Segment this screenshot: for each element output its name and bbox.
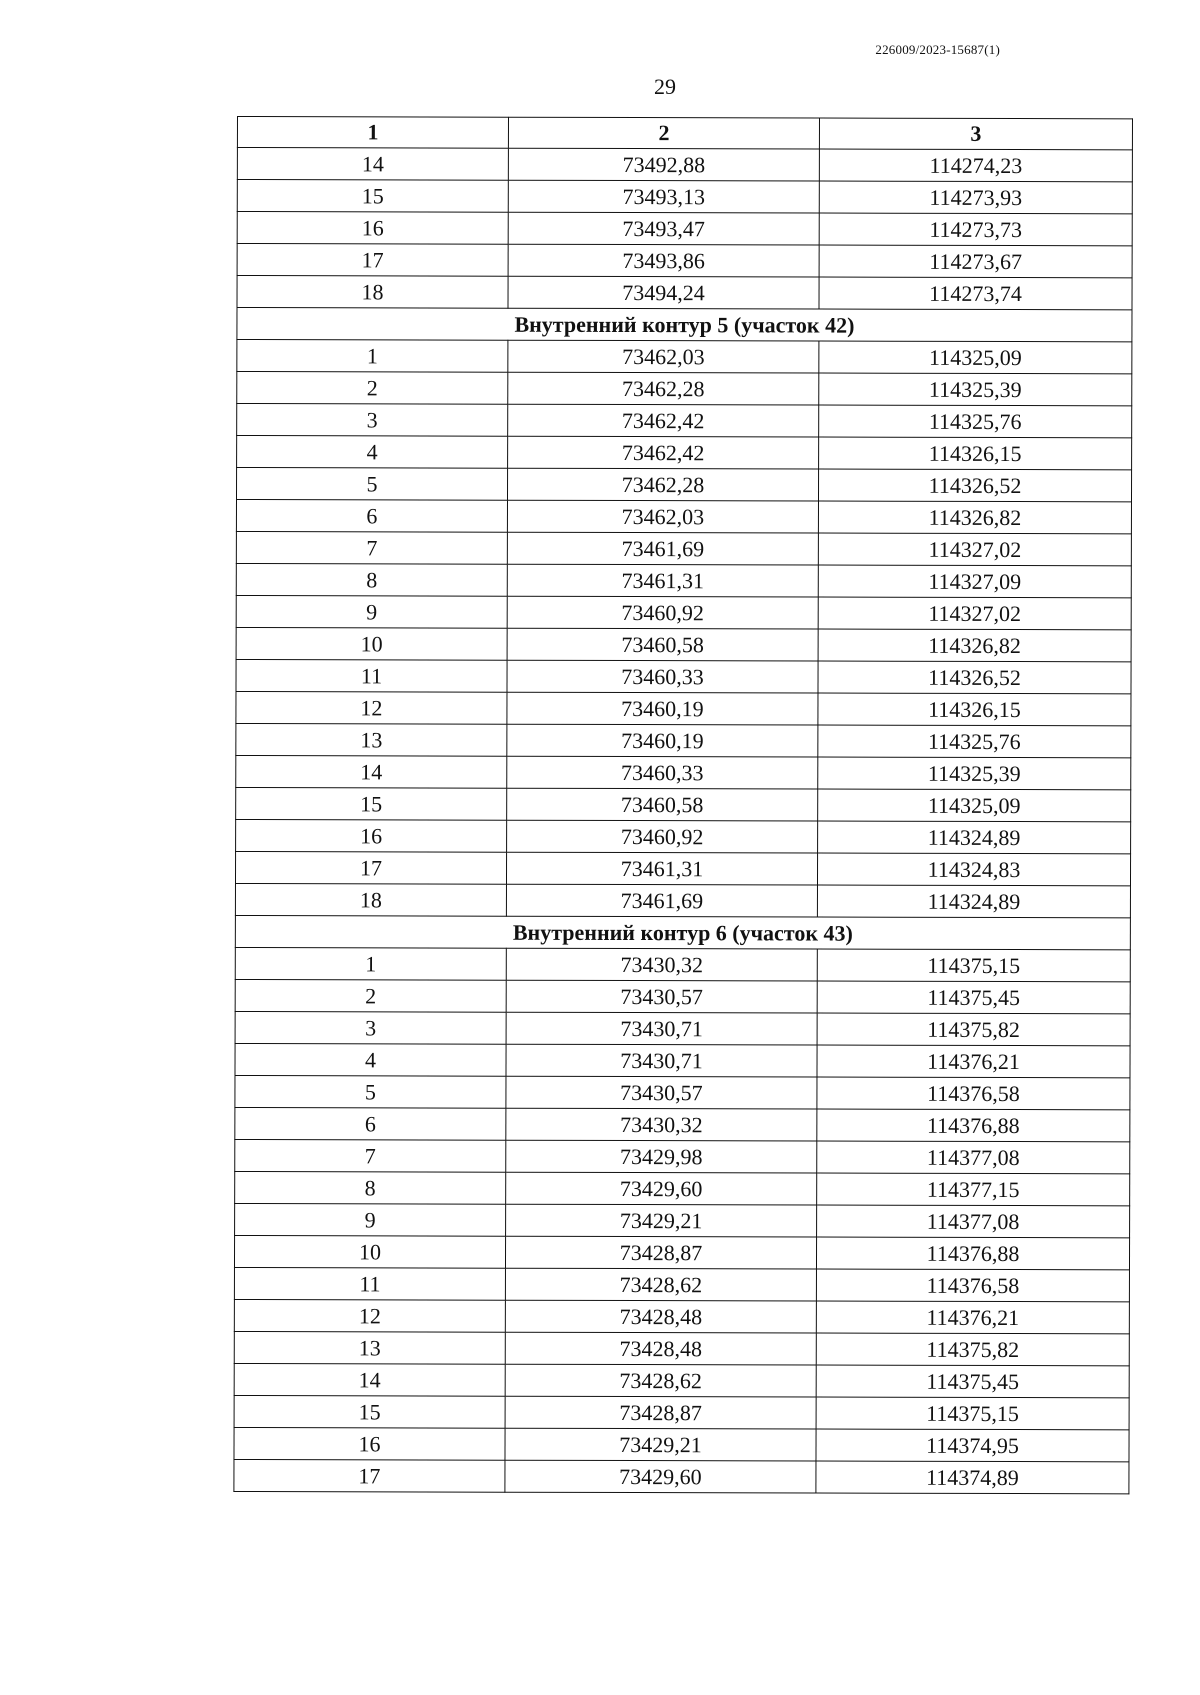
y-coordinate-cell: 114325,76 — [818, 725, 1131, 758]
section-title-row — [235, 915, 1130, 949]
table-row — [234, 1395, 1129, 1429]
x-coordinate-cell: 73462,42 — [508, 436, 819, 469]
table-row — [234, 1331, 1129, 1365]
table-row — [235, 947, 1130, 981]
point-number-cell: 15 — [236, 787, 507, 820]
x-coordinate-cell: 73430,32 — [506, 948, 817, 981]
x-coordinate-cell: 73429,21 — [505, 1428, 816, 1461]
column-header: 3 — [819, 118, 1132, 150]
table-row — [235, 1075, 1130, 1109]
y-coordinate-cell: 114274,23 — [819, 149, 1132, 182]
x-coordinate-cell: 73462,03 — [507, 500, 818, 533]
table-row — [235, 979, 1130, 1013]
table-row — [236, 755, 1131, 789]
point-number-cell: 11 — [236, 659, 507, 692]
section-title: Внутренний контур 5 (участок 42) — [237, 308, 1132, 342]
x-coordinate-cell: 73460,33 — [507, 660, 818, 693]
table-row — [236, 531, 1131, 565]
y-coordinate-cell: 114273,93 — [819, 181, 1132, 214]
point-number-cell: 14 — [234, 1363, 505, 1396]
table-row — [236, 500, 1131, 534]
x-coordinate-cell: 73460,33 — [507, 756, 818, 789]
point-number-cell: 14 — [237, 148, 508, 181]
y-coordinate-cell: 114326,15 — [819, 437, 1132, 470]
table-row — [236, 787, 1131, 821]
table-row — [235, 883, 1130, 917]
y-coordinate-cell: 114376,21 — [817, 1045, 1130, 1078]
point-number-cell: 15 — [234, 1395, 505, 1428]
table-row — [236, 723, 1131, 757]
y-coordinate-cell: 114375,82 — [817, 1013, 1130, 1046]
y-coordinate-cell: 114374,89 — [816, 1461, 1129, 1494]
point-number-cell: 11 — [234, 1267, 505, 1300]
table-row — [234, 1267, 1129, 1301]
x-coordinate-cell: 73430,71 — [506, 1012, 817, 1045]
section-title: Внутренний контур 6 (участок 43) — [235, 915, 1130, 949]
table-row — [235, 851, 1130, 885]
x-coordinate-cell: 73493,13 — [508, 180, 819, 213]
y-coordinate-cell: 114326,52 — [818, 469, 1131, 502]
table-row — [235, 1203, 1130, 1237]
x-coordinate-cell: 73428,87 — [505, 1396, 816, 1429]
x-coordinate-cell: 73428,62 — [505, 1364, 816, 1397]
y-coordinate-cell: 114273,74 — [819, 277, 1132, 310]
table-row — [234, 1235, 1129, 1269]
coordinates-table — [233, 116, 1133, 1494]
y-coordinate-cell: 114326,15 — [818, 693, 1131, 726]
point-number-cell: 2 — [237, 372, 508, 405]
table-row — [237, 244, 1132, 278]
table-row — [237, 404, 1132, 438]
x-coordinate-cell: 73460,92 — [507, 820, 818, 853]
point-number-cell: 9 — [236, 595, 507, 628]
column-header: 1 — [237, 117, 508, 149]
table-row — [235, 1171, 1130, 1205]
page-number: 29 — [654, 74, 676, 99]
y-coordinate-cell: 114375,45 — [816, 1365, 1129, 1398]
x-coordinate-cell: 73429,60 — [505, 1460, 816, 1493]
y-coordinate-cell: 114374,95 — [816, 1429, 1129, 1462]
y-coordinate-cell: 114375,82 — [816, 1333, 1129, 1366]
y-coordinate-cell: 114377,08 — [817, 1205, 1130, 1238]
table-row — [237, 340, 1132, 374]
y-coordinate-cell: 114376,88 — [817, 1109, 1130, 1142]
x-coordinate-cell: 73462,03 — [508, 340, 819, 373]
x-coordinate-cell: 73462,28 — [507, 468, 818, 501]
y-coordinate-cell: 114326,82 — [818, 629, 1131, 662]
point-number-cell: 15 — [237, 180, 508, 213]
table-row — [235, 1043, 1130, 1077]
table-row — [235, 1139, 1130, 1173]
y-coordinate-cell: 114326,82 — [818, 501, 1131, 534]
point-number-cell: 12 — [236, 691, 507, 724]
y-coordinate-cell: 114324,89 — [818, 821, 1131, 854]
point-number-cell: 16 — [234, 1427, 505, 1460]
y-coordinate-cell: 114377,08 — [817, 1141, 1130, 1174]
y-coordinate-cell: 114376,88 — [816, 1237, 1129, 1270]
table-row — [235, 1107, 1130, 1141]
y-coordinate-cell: 114377,15 — [817, 1173, 1130, 1206]
point-number-cell: 10 — [236, 627, 507, 660]
point-number-cell: 13 — [234, 1331, 505, 1364]
y-coordinate-cell: 114375,15 — [817, 949, 1130, 982]
y-coordinate-cell: 114324,89 — [817, 885, 1130, 918]
x-coordinate-cell: 73493,86 — [508, 244, 819, 277]
y-coordinate-cell: 114375,45 — [817, 981, 1130, 1014]
point-number-cell: 17 — [235, 851, 506, 884]
x-coordinate-cell: 73461,31 — [506, 852, 817, 885]
x-coordinate-cell: 73429,98 — [506, 1140, 817, 1173]
table-row — [234, 1427, 1129, 1461]
point-number-cell: 3 — [237, 404, 508, 437]
point-number-cell: 6 — [235, 1107, 506, 1140]
x-coordinate-cell: 73428,48 — [505, 1300, 816, 1333]
point-number-cell: 1 — [237, 340, 508, 373]
point-number-cell: 6 — [236, 500, 507, 533]
x-coordinate-cell: 73429,60 — [506, 1172, 817, 1205]
point-number-cell: 17 — [237, 244, 508, 277]
point-number-cell: 5 — [236, 468, 507, 501]
y-coordinate-cell: 114327,09 — [818, 565, 1131, 598]
point-number-cell: 10 — [234, 1235, 505, 1268]
y-coordinate-cell: 114327,02 — [818, 533, 1131, 566]
point-number-cell: 12 — [234, 1299, 505, 1332]
point-number-cell: 4 — [237, 436, 508, 469]
x-coordinate-cell: 73428,87 — [505, 1236, 816, 1269]
point-number-cell: 1 — [235, 947, 506, 980]
y-coordinate-cell: 114325,09 — [818, 789, 1131, 822]
table-row — [237, 148, 1132, 182]
table-row — [236, 563, 1131, 597]
table-row — [234, 1459, 1129, 1493]
x-coordinate-cell: 73460,58 — [507, 788, 818, 821]
x-coordinate-cell: 73430,32 — [506, 1108, 817, 1141]
point-number-cell: 7 — [236, 531, 507, 564]
x-coordinate-cell: 73492,88 — [508, 148, 819, 181]
point-number-cell: 4 — [235, 1043, 506, 1076]
point-number-cell: 8 — [236, 563, 507, 596]
point-number-cell: 18 — [237, 276, 508, 309]
table-row — [235, 1011, 1130, 1045]
y-coordinate-cell: 114325,39 — [818, 757, 1131, 790]
point-number-cell: 13 — [236, 723, 507, 756]
x-coordinate-cell: 73430,71 — [506, 1044, 817, 1077]
table-row — [236, 468, 1131, 502]
point-number-cell: 2 — [235, 979, 506, 1012]
point-number-cell: 14 — [236, 755, 507, 788]
y-coordinate-cell: 114376,58 — [817, 1077, 1130, 1110]
y-coordinate-cell: 114375,15 — [816, 1397, 1129, 1430]
y-coordinate-cell: 114325,09 — [819, 341, 1132, 374]
y-coordinate-cell: 114325,39 — [819, 373, 1132, 406]
column-header: 2 — [508, 117, 819, 149]
x-coordinate-cell: 73460,19 — [507, 724, 818, 757]
document-reference-number: 226009/2023-15687(1) — [875, 42, 1000, 57]
table-row — [236, 819, 1131, 853]
table-row — [237, 436, 1132, 470]
table-row — [237, 372, 1132, 406]
point-number-cell: 7 — [235, 1139, 506, 1172]
point-number-cell: 8 — [235, 1171, 506, 1204]
point-number-cell: 16 — [236, 819, 507, 852]
x-coordinate-cell: 73493,47 — [508, 212, 819, 245]
x-coordinate-cell: 73430,57 — [506, 1076, 817, 1109]
y-coordinate-cell: 114273,73 — [819, 213, 1132, 246]
section-title-row — [237, 308, 1132, 342]
table-row — [237, 276, 1132, 310]
y-coordinate-cell: 114326,52 — [818, 661, 1131, 694]
x-coordinate-cell: 73428,62 — [505, 1268, 816, 1301]
x-coordinate-cell: 73460,92 — [507, 596, 818, 629]
y-coordinate-cell: 114327,02 — [818, 597, 1131, 630]
point-number-cell: 17 — [234, 1459, 505, 1492]
x-coordinate-cell: 73460,58 — [507, 628, 818, 661]
point-number-cell: 9 — [235, 1203, 506, 1236]
point-number-cell: 5 — [235, 1075, 506, 1108]
table-header-row — [237, 117, 1132, 150]
point-number-cell: 16 — [237, 212, 508, 245]
x-coordinate-cell: 73430,57 — [506, 980, 817, 1013]
y-coordinate-cell: 114273,67 — [819, 245, 1132, 278]
x-coordinate-cell: 73428,48 — [505, 1332, 816, 1365]
table-row — [237, 212, 1132, 246]
table-row — [236, 659, 1131, 693]
x-coordinate-cell: 73461,31 — [507, 564, 818, 597]
x-coordinate-cell: 73462,42 — [508, 404, 819, 437]
y-coordinate-cell: 114325,76 — [819, 405, 1132, 438]
x-coordinate-cell: 73461,69 — [507, 532, 818, 565]
point-number-cell: 18 — [235, 883, 506, 916]
table-row — [234, 1363, 1129, 1397]
table-row — [236, 627, 1131, 661]
x-coordinate-cell: 73462,28 — [508, 372, 819, 405]
y-coordinate-cell: 114376,21 — [816, 1301, 1129, 1334]
x-coordinate-cell: 73429,21 — [506, 1204, 817, 1237]
y-coordinate-cell: 114376,58 — [816, 1269, 1129, 1302]
coordinates-table-body — [234, 117, 1133, 1494]
table-row — [237, 180, 1132, 214]
x-coordinate-cell: 73494,24 — [508, 276, 819, 309]
x-coordinate-cell: 73461,69 — [506, 884, 817, 917]
table-row — [236, 691, 1131, 725]
table-row — [236, 595, 1131, 629]
x-coordinate-cell: 73460,19 — [507, 692, 818, 725]
table-row — [234, 1299, 1129, 1333]
y-coordinate-cell: 114324,83 — [817, 853, 1130, 886]
point-number-cell: 3 — [235, 1011, 506, 1044]
